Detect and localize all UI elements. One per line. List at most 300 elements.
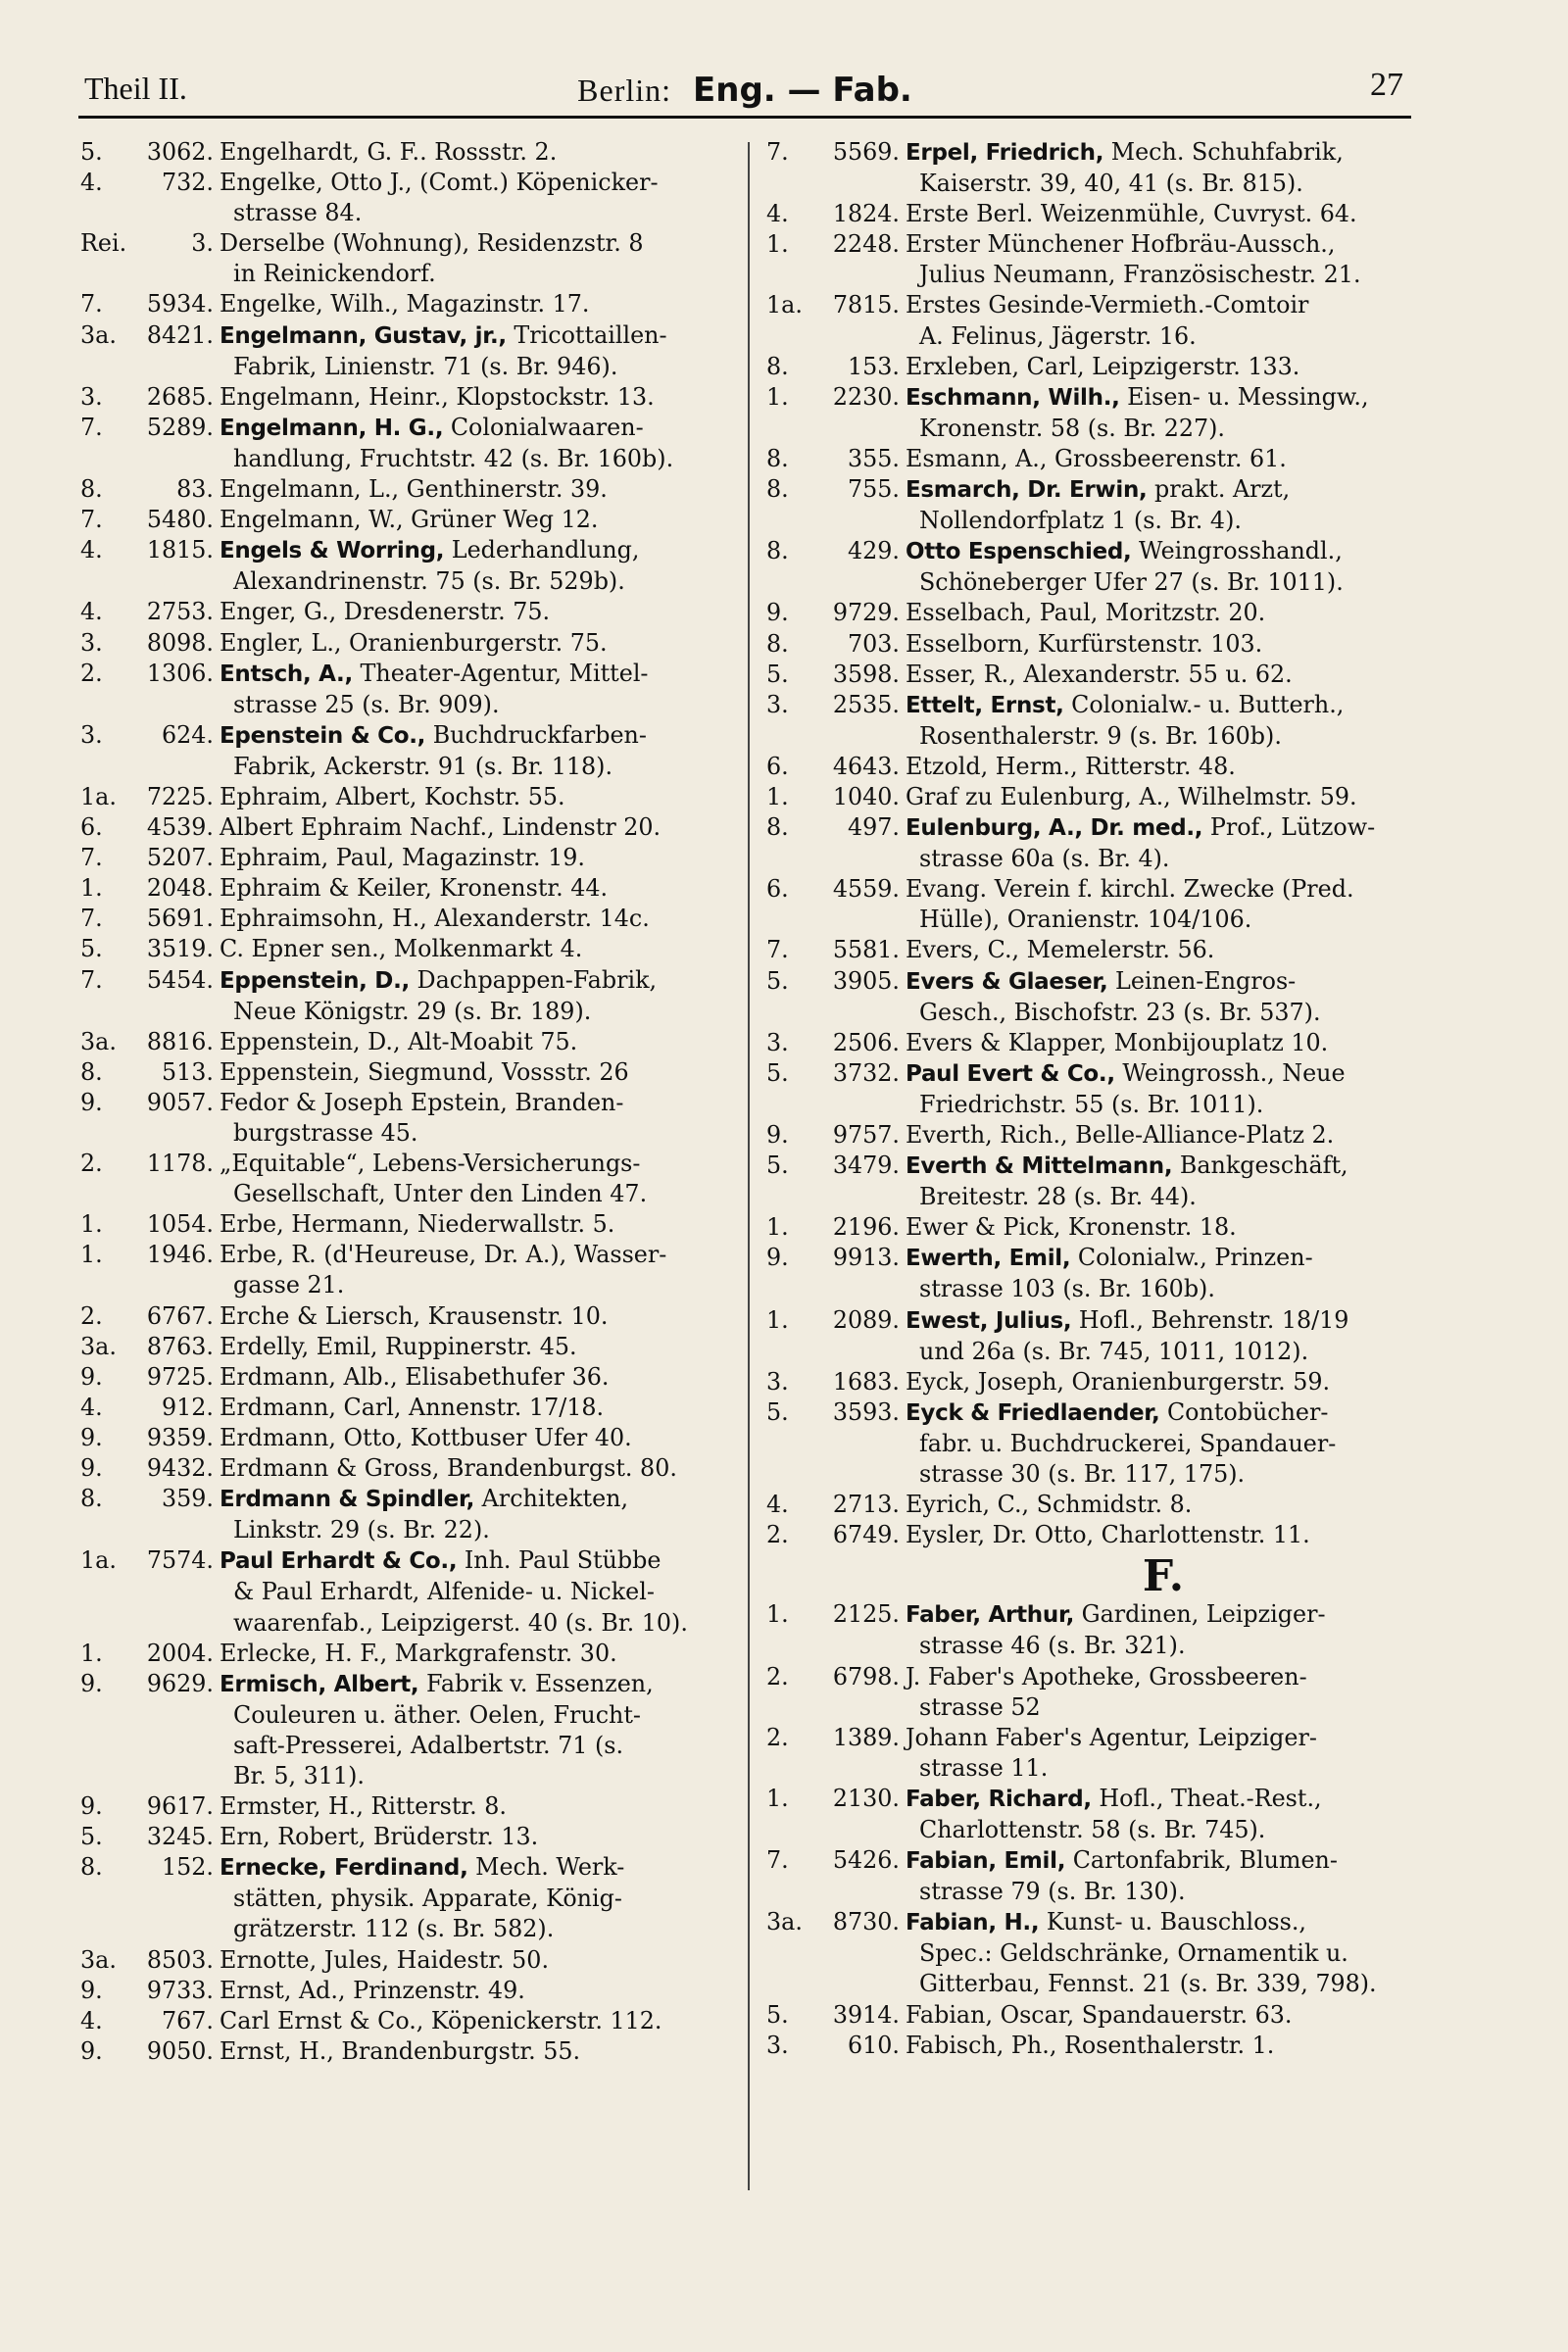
entry-line xyxy=(220,1332,737,1362)
directory-entry xyxy=(80,505,737,535)
exchange-code: 3. xyxy=(766,690,789,718)
entry-line xyxy=(906,229,1423,260)
directory-entry xyxy=(766,1662,1423,1723)
entry-line xyxy=(220,873,737,904)
phone-number: 6749. xyxy=(832,1521,900,1549)
entry-text: Linkstr. 29 (s. Br. 22). xyxy=(233,1516,490,1544)
entry-text: strasse 25 (s. Br. 909). xyxy=(233,690,500,718)
entry-line xyxy=(906,598,1423,628)
entry-text: C. Epner sen., Molkenmarkt 4. xyxy=(220,935,583,963)
exchange-code: 7. xyxy=(766,936,789,964)
entry-text: Gardinen, Leipziger- xyxy=(1074,1600,1326,1629)
entry-line xyxy=(220,1791,737,1822)
entry-line xyxy=(906,1723,1423,1753)
exchange-code: 8. xyxy=(766,629,789,658)
entry-text: Gesellschaft, Unter den Linden 47. xyxy=(233,1180,648,1208)
entry-text: prakt. Arzt, xyxy=(1147,475,1291,504)
entry-text: Engelmann, W., Grüner Weg 12. xyxy=(220,506,599,534)
phone-number: 9913. xyxy=(832,1244,900,1272)
entry-text: Erche & Liersch, Krausenstr. 10. xyxy=(220,1301,609,1330)
entry-line xyxy=(906,721,1423,752)
entry-text: Dachpappen-Fabrik, xyxy=(409,965,658,994)
phone-number: 2713. xyxy=(832,1491,900,1519)
entry-line xyxy=(906,1662,1423,1692)
entry-text: Inh. Paul Stübbe xyxy=(457,1546,662,1575)
directory-entry xyxy=(766,874,1423,935)
directory-entry xyxy=(80,1484,737,1545)
entry-text: Erdelly, Emil, Ruppinerstr. 45. xyxy=(220,1332,577,1360)
entry-text: Johann Faber's Agentur, Leipziger- xyxy=(906,1723,1317,1751)
exchange-code: 2. xyxy=(766,1662,789,1690)
entry-text: Kronenstr. 58 (s. Br. 227). xyxy=(919,414,1225,442)
entry-text: Erster Münchener Hofbräu-Aussch., xyxy=(906,230,1336,259)
directory-entry xyxy=(80,873,737,904)
directory-entry xyxy=(766,1845,1423,1907)
exchange-code: 8. xyxy=(766,813,789,842)
entry-line xyxy=(906,1459,1423,1490)
directory-entry xyxy=(80,1852,737,1944)
exchange-code: 4. xyxy=(766,200,789,228)
entry-text: Ephraim, Albert, Kochstr. 55. xyxy=(220,782,565,810)
entry-line xyxy=(220,1976,737,2006)
entry-text: & Paul Erhardt, Alfenide- u. Nickel- xyxy=(233,1578,655,1606)
entry-line xyxy=(220,1822,737,1852)
directory-entry xyxy=(766,1784,1423,1845)
entry-text: Theater-Agentur, Mittel- xyxy=(352,659,649,687)
entry-line xyxy=(906,1120,1423,1151)
phone-number: 4559. xyxy=(832,875,900,904)
entry-line xyxy=(220,1057,737,1088)
entry-text: strasse 60a (s. Br. 4). xyxy=(919,845,1170,873)
exchange-code: 7. xyxy=(80,506,103,534)
phone-number: 359. xyxy=(162,1485,214,1513)
exchange-code: 9. xyxy=(766,599,789,627)
exchange-code: 7. xyxy=(80,844,103,872)
phone-number: 703. xyxy=(848,629,900,658)
exchange-code: 9. xyxy=(766,1244,789,1272)
entry-text: strasse 11. xyxy=(919,1753,1049,1782)
entry-line xyxy=(220,382,737,413)
entry-text: Erxleben, Carl, Leipzigerstr. 133. xyxy=(906,352,1300,380)
phone-number: 5934. xyxy=(146,290,214,318)
entry-line xyxy=(906,935,1423,965)
exchange-code: 8. xyxy=(80,1485,103,1513)
entry-text: Schöneberger Ufer 27 (s. Br. 1011). xyxy=(919,568,1344,597)
directory-entry xyxy=(766,1599,1423,1661)
exchange-code: 8. xyxy=(766,352,789,380)
entry-text: Hofl., Behrenstr. 18/19 xyxy=(1071,1305,1349,1334)
directory-entry xyxy=(80,1362,737,1393)
entry-text: J. Faber's Apotheke, Grossbeeren- xyxy=(906,1662,1307,1690)
entry-line xyxy=(220,1393,737,1423)
directory-entry xyxy=(80,137,737,168)
city-label: Berlin: xyxy=(577,73,672,108)
entry-text: Erdmann, Otto, Kottbuser Ufer 40. xyxy=(220,1423,632,1451)
header-rule xyxy=(78,116,1411,119)
entry-line xyxy=(906,690,1423,721)
exchange-code: 5. xyxy=(80,935,103,963)
alphabet-range: Eng. — Fab. xyxy=(693,71,912,110)
directory-entry xyxy=(766,1305,1423,1367)
directory-entry xyxy=(766,1151,1423,1212)
phone-number: 9432. xyxy=(146,1454,214,1483)
entry-text: Weingrossh., Neue xyxy=(1114,1058,1346,1087)
entry-text: Gitterbau, Fennst. 21 (s. Br. 339, 798). xyxy=(919,1970,1377,1998)
entry-line xyxy=(220,720,737,752)
exchange-code: 6. xyxy=(766,752,789,780)
entry-line xyxy=(220,597,737,627)
entry-line xyxy=(220,1209,737,1240)
directory-entry xyxy=(80,720,737,782)
exchange-code: 9. xyxy=(766,1121,789,1149)
entry-line xyxy=(220,228,737,259)
firm-name: Paul Evert & Co., xyxy=(906,1060,1115,1087)
directory-entry xyxy=(766,1907,1423,1999)
entry-text: Mech. Werk- xyxy=(467,1853,625,1882)
phone-number: 152. xyxy=(162,1853,214,1882)
exchange-code: 5. xyxy=(80,1823,103,1851)
entry-text: Erstes Gesinde-Vermieth.-Comtoir xyxy=(906,291,1309,319)
firm-name: Eyck & Friedlaender, xyxy=(906,1399,1160,1426)
entry-text: strasse 79 (s. Br. 130). xyxy=(919,1878,1186,1906)
entry-text: Evers, C., Memelerstr. 56. xyxy=(906,936,1215,964)
phone-number: 513. xyxy=(162,1057,214,1086)
entry-text: Eisen- u. Messingw., xyxy=(1119,382,1369,411)
entry-line xyxy=(906,1845,1423,1877)
entry-line xyxy=(220,752,737,782)
entry-text: saft-Presserei, Adalbertstr. 71 (s. xyxy=(233,1731,624,1759)
exchange-code: 1. xyxy=(766,230,789,259)
firm-name: Epenstein & Co., xyxy=(220,722,426,749)
phone-number: 2685. xyxy=(146,382,214,411)
entry-text: handlung, Fruchtstr. 42 (s. Br. 160b). xyxy=(233,444,674,472)
entry-text: Ephraim & Keiler, Kronenstr. 44. xyxy=(220,874,609,903)
entry-text: Evers & Klapper, Monbijouplatz 10. xyxy=(906,1028,1329,1056)
entry-text: Ephraimsohn, H., Alexanderstr. 14c. xyxy=(220,905,650,933)
exchange-code: 9. xyxy=(80,1792,103,1821)
exchange-code: 4. xyxy=(80,2006,103,2034)
entry-line xyxy=(220,1423,737,1453)
entry-line xyxy=(220,904,737,934)
entry-text: Mech. Schuhfabrik, xyxy=(1103,138,1344,166)
phone-number: 5207. xyxy=(146,844,214,872)
exchange-code: 7. xyxy=(80,905,103,933)
phone-number: 9359. xyxy=(146,1423,214,1451)
entry-line xyxy=(220,1027,737,1057)
phone-number: 9757. xyxy=(832,1121,900,1149)
directory-entry xyxy=(766,1120,1423,1151)
exchange-code: 2. xyxy=(766,1521,789,1549)
directory-entry xyxy=(766,1028,1423,1058)
entry-line xyxy=(906,1753,1423,1784)
entry-text: Engler, L., Oranienburgerstr. 75. xyxy=(220,628,608,657)
entry-line xyxy=(906,1490,1423,1520)
entry-line xyxy=(906,1631,1423,1661)
exchange-code: 7. xyxy=(80,965,103,994)
entry-line xyxy=(220,1669,737,1700)
directory-entry xyxy=(80,934,737,964)
entry-text: Erste Berl. Weizenmühle, Cuvryst. 64. xyxy=(906,200,1357,228)
entry-text: Ephraim, Paul, Magazinstr. 19. xyxy=(220,844,585,872)
exchange-code: 8. xyxy=(766,475,789,504)
firm-name: Fabian, Emil, xyxy=(906,1848,1066,1875)
phone-number: 5569. xyxy=(832,138,900,166)
entry-text: Eysler, Dr. Otto, Charlottenstr. 11. xyxy=(906,1521,1310,1549)
directory-entry xyxy=(766,660,1423,690)
entry-text: strasse 30 (s. Br. 117, 175). xyxy=(919,1460,1246,1489)
phone-number: 8503. xyxy=(146,1945,214,1974)
entry-line xyxy=(906,1938,1423,1969)
entry-line xyxy=(906,260,1423,290)
entry-text: Engelmann, Heinr., Klopstockstr. 13. xyxy=(220,382,655,411)
entry-line xyxy=(906,782,1423,812)
exchange-code: 5. xyxy=(80,138,103,166)
entry-line xyxy=(220,1577,737,1607)
firm-name: Ernecke, Ferdinand, xyxy=(220,1855,468,1882)
phone-number: 7815. xyxy=(832,291,900,319)
phone-number: 497. xyxy=(848,813,900,842)
phone-number: 1946. xyxy=(146,1241,214,1269)
entry-line xyxy=(906,1815,1423,1845)
entry-text: Ewer & Pick, Kronenstr. 18. xyxy=(906,1213,1237,1242)
firm-name: Erdmann & Spindler, xyxy=(220,1487,475,1513)
entry-text: Esselbach, Paul, Moritzstr. 20. xyxy=(906,599,1266,627)
entry-text: Ernst, Ad., Prinzenstr. 49. xyxy=(220,1976,525,2004)
entry-text: Erbe, Hermann, Niederwallstr. 5. xyxy=(220,1210,615,1239)
entry-line xyxy=(220,934,737,964)
phone-number: 755. xyxy=(848,475,900,504)
entry-line xyxy=(906,998,1423,1028)
entry-text: fabr. u. Buchdruckerei, Spandauer- xyxy=(919,1429,1337,1457)
phone-number: 2506. xyxy=(832,1028,900,1056)
entry-line xyxy=(906,1397,1423,1429)
exchange-code: 7. xyxy=(766,138,789,166)
exchange-code: 8. xyxy=(80,1853,103,1882)
section-letter: F. xyxy=(1142,1551,1185,1602)
entry-text: Esser, R., Alexanderstr. 55 u. 62. xyxy=(906,660,1293,688)
entry-line xyxy=(906,1367,1423,1397)
directory-entry xyxy=(766,1367,1423,1397)
entry-text: Engelke, Otto J., (Comt.) Köpenicker- xyxy=(220,169,659,197)
exchange-code: 5. xyxy=(766,966,789,995)
directory-entry xyxy=(80,1393,737,1423)
firm-name: Ermisch, Albert, xyxy=(220,1671,419,1697)
exchange-code: 9. xyxy=(80,1362,103,1391)
entry-line xyxy=(220,1362,737,1393)
entry-line xyxy=(220,1240,737,1270)
entry-line xyxy=(220,289,737,319)
phone-number: 9725. xyxy=(146,1362,214,1391)
entry-text: grätzerstr. 112 (s. Br. 582). xyxy=(233,1915,555,1943)
directory-entry xyxy=(766,690,1423,752)
entry-line xyxy=(906,1692,1423,1723)
entry-text: Contobücher- xyxy=(1159,1397,1329,1426)
entry-text: Derselbe (Wohnung), Residenzstr. 8 xyxy=(220,229,644,258)
phone-number: 2130. xyxy=(832,1784,900,1812)
entry-line xyxy=(906,1305,1423,1337)
directory-entry xyxy=(80,597,737,627)
exchange-code: 4. xyxy=(80,1393,103,1421)
directory-entry xyxy=(80,1027,737,1057)
entry-line xyxy=(220,352,737,382)
phone-number: 9617. xyxy=(146,1792,214,1821)
phone-number: 83. xyxy=(176,475,214,504)
phone-number: 8421. xyxy=(146,320,214,349)
phone-number: 3. xyxy=(191,229,214,258)
firm-name: Ewerth, Emil, xyxy=(906,1246,1071,1272)
entry-text: Br. 5, 311). xyxy=(233,1761,365,1789)
exchange-code: 4. xyxy=(80,598,103,626)
entry-text: Eyck, Joseph, Oranienburgerstr. 59. xyxy=(906,1367,1331,1396)
entry-line xyxy=(906,2000,1423,2031)
entry-line xyxy=(220,1545,737,1577)
entry-line xyxy=(906,812,1423,844)
directory-entry xyxy=(80,1669,737,1791)
exchange-code: 1. xyxy=(80,1639,103,1667)
entry-text: Fedor & Joseph Epstein, Branden- xyxy=(220,1088,624,1116)
entry-line xyxy=(220,1149,737,1179)
phone-number: 2535. xyxy=(832,690,900,718)
exchange-code: 1. xyxy=(766,1600,789,1629)
firm-name: Engelmann, Gustav, jr., xyxy=(220,322,507,349)
entry-line xyxy=(220,997,737,1027)
entry-line xyxy=(220,566,737,597)
phone-number: 624. xyxy=(162,720,214,749)
entry-line xyxy=(220,444,737,474)
exchange-code: 2. xyxy=(766,1723,789,1751)
exchange-code: 9. xyxy=(80,2036,103,2065)
phone-number: 355. xyxy=(848,444,900,472)
directory-entry xyxy=(80,2036,737,2067)
phone-number: 1815. xyxy=(146,536,214,564)
directory-entry xyxy=(80,1301,737,1332)
exchange-code: Rei. xyxy=(80,229,127,258)
directory-entry xyxy=(80,1240,737,1300)
phone-number: 5289. xyxy=(146,413,214,441)
entry-text: burgstrasse 45. xyxy=(233,1119,418,1147)
exchange-code: 1a. xyxy=(766,291,803,319)
firm-name: Eppenstein, D., xyxy=(220,967,410,994)
entry-text: strasse 46 (s. Br. 321). xyxy=(919,1632,1186,1660)
entry-text: in Reinickendorf. xyxy=(233,260,436,288)
directory-entry xyxy=(766,137,1423,199)
right-column xyxy=(766,137,1423,2061)
directory-entry xyxy=(766,752,1423,782)
running-title xyxy=(78,71,1411,110)
phone-number: 153. xyxy=(848,352,900,380)
entry-text: Charlottenstr. 58 (s. Br. 745). xyxy=(919,1815,1266,1843)
exchange-code: 3a. xyxy=(80,320,117,349)
entry-text: strasse 84. xyxy=(233,199,363,227)
entry-line xyxy=(906,844,1423,874)
phone-number: 6767. xyxy=(146,1301,214,1330)
entry-text: Colonialwaaren- xyxy=(443,413,644,441)
entry-text: Engelhardt, G. F.. Rossstr. 2. xyxy=(220,138,558,166)
exchange-code: 8. xyxy=(766,444,789,472)
entry-text: Couleuren u. äther. Oelen, Frucht- xyxy=(233,1700,641,1729)
entry-line xyxy=(906,474,1423,506)
entry-line xyxy=(906,1599,1423,1631)
entry-line xyxy=(220,843,737,873)
entry-line xyxy=(220,1731,737,1761)
exchange-code: 9. xyxy=(80,1669,103,1697)
phone-number: 9050. xyxy=(146,2036,214,2065)
phone-number: 2004. xyxy=(146,1639,214,1667)
phone-number: 3598. xyxy=(832,660,900,688)
entry-line xyxy=(220,628,737,659)
entry-text: Eppenstein, D., Alt-Moabit 75. xyxy=(220,1027,578,1055)
entry-text: Breitestr. 28 (s. Br. 44). xyxy=(919,1183,1197,1211)
directory-entry xyxy=(80,1423,737,1453)
directory-entry xyxy=(80,535,737,597)
entry-line xyxy=(906,414,1423,444)
directory-entry xyxy=(80,1976,737,2006)
directory-entry xyxy=(80,782,737,812)
exchange-code: 1. xyxy=(80,1210,103,1239)
entry-text: waarenfab., Leipzigerst. 40 (s. Br. 10). xyxy=(233,1608,688,1637)
entry-line xyxy=(220,1761,737,1791)
entry-text: Spec.: Geldschränke, Ornamentik u. xyxy=(919,1939,1348,1968)
exchange-code: 1. xyxy=(80,874,103,903)
entry-line xyxy=(220,1700,737,1731)
entry-text: Erdmann, Alb., Elisabethufer 36. xyxy=(220,1362,610,1391)
directory-entry xyxy=(80,1545,737,1638)
phone-number: 610. xyxy=(848,2031,900,2059)
entry-line xyxy=(906,1182,1423,1212)
entry-text: Etzold, Herm., Ritterstr. 48. xyxy=(906,752,1236,780)
entry-line xyxy=(906,874,1423,905)
entry-line xyxy=(220,965,737,997)
phone-number: 7225. xyxy=(146,782,214,810)
phone-number: 1306. xyxy=(146,659,214,687)
entry-line xyxy=(906,1058,1423,1090)
entry-text: Fabrik, Linienstr. 71 (s. Br. 946). xyxy=(233,352,618,380)
exchange-code: 5. xyxy=(766,1152,789,1180)
entry-line xyxy=(906,1243,1423,1274)
exchange-code: 3. xyxy=(80,628,103,657)
entry-text: Leinen-Engros- xyxy=(1107,966,1297,995)
entry-line xyxy=(220,812,737,843)
directory-entry xyxy=(766,1520,1423,1550)
entry-line xyxy=(906,1907,1423,1938)
entry-line xyxy=(220,505,737,535)
firm-name: Fabian, H., xyxy=(906,1910,1040,1936)
entry-text: strasse 52 xyxy=(919,1692,1041,1721)
exchange-code: 8. xyxy=(80,1057,103,1086)
firm-name: Faber, Richard, xyxy=(906,1786,1092,1812)
entry-text: Fabrik, Ackerstr. 91 (s. Br. 118). xyxy=(233,752,613,780)
entry-line xyxy=(220,1179,737,1209)
directory-entry xyxy=(766,1397,1423,1490)
entry-line xyxy=(906,660,1423,690)
entry-line xyxy=(906,382,1423,414)
phone-number: 3062. xyxy=(146,138,214,166)
entry-line xyxy=(220,659,737,690)
directory-entry xyxy=(766,812,1423,874)
phone-number: 2753. xyxy=(146,598,214,626)
exchange-code: 4. xyxy=(80,536,103,564)
entry-text: Fabisch, Ph., Rosenthalerstr. 1. xyxy=(906,2031,1275,2059)
phone-number: 2125. xyxy=(832,1600,900,1629)
directory-entry xyxy=(80,1332,737,1362)
phone-number: 1824. xyxy=(832,200,900,228)
entry-line xyxy=(906,506,1423,536)
exchange-code: 9. xyxy=(80,1423,103,1451)
entry-line xyxy=(906,137,1423,169)
exchange-code: 3. xyxy=(80,382,103,411)
firm-name: Everth & Mittelmann, xyxy=(906,1153,1173,1180)
entry-line xyxy=(220,1852,737,1884)
